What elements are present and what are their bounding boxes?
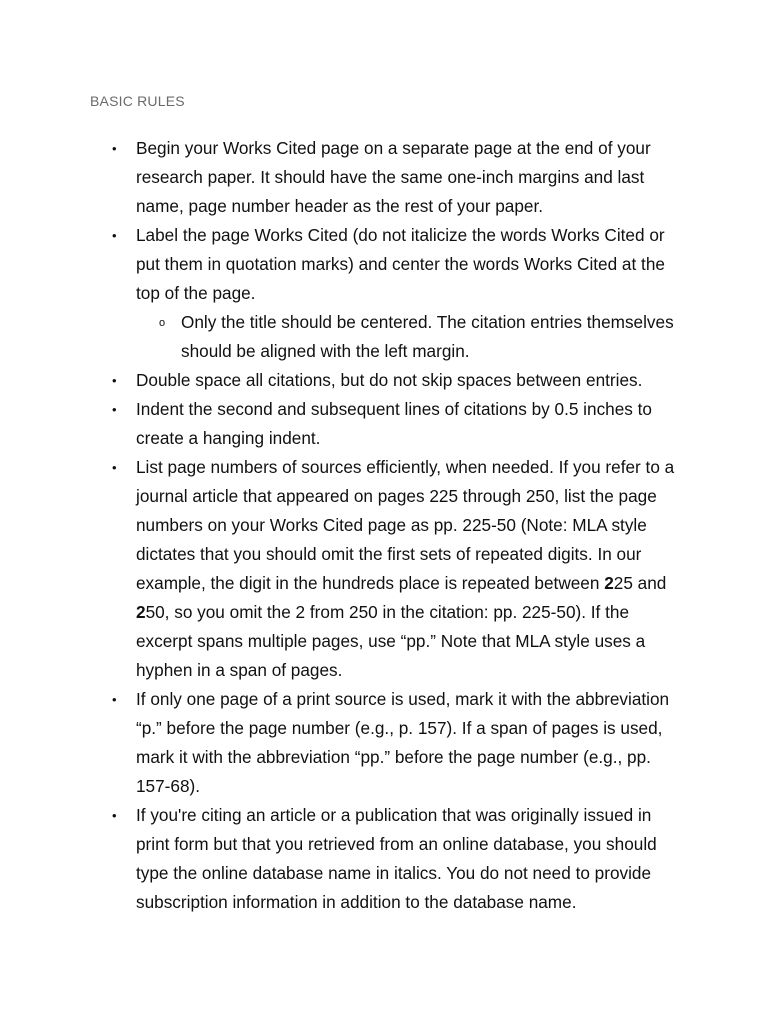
rule-item [112,453,684,685]
rule-text-part: 25 and [613,573,667,593]
sub-rule-item [159,308,684,366]
rule-text: Indent the second and subsequent lines of citations by 0.5 inches to create a hanging indent. [136,399,652,448]
bullet-icon: • [112,228,117,243]
bullet-icon: • [112,460,117,475]
rule-text-bold: 2 [136,602,146,622]
rule-text-bold: 2 [604,573,614,593]
section-heading: BASIC RULES [90,93,185,109]
rule-text: If only one page of a print source is used, mark it with the abbreviation “p.” before the page number (e.g., p. 157). If a span of pages is used, mark it with the abbreviation “pp.” before the page number (e.g., pp. 157-68). [136,689,670,796]
rules-list [112,134,684,917]
rule-text: Double space all citations, but do not skip spaces between entries. [136,370,643,390]
bullet-icon: • [112,808,117,823]
rule-item [112,221,684,366]
circle-bullet-icon: o [159,317,166,329]
rule-item [112,685,684,801]
rule-text-part: List page numbers of sources efficiently, when needed. If you refer to a journal article that appeared on pages 225 through 250, list the page numbers on your Works Cited page as pp. 225-50 (Note: MLA style dictates that you should omit the first sets of repeated digits. In our example, the digit in the hundreds place is repeated between [136,457,675,593]
bullet-icon: • [112,692,117,707]
rule-text-part: 50, so you omit the 2 from 250 in the citation: pp. 225-50). If the excerpt spans multiple pages, use “pp.” Note that MLA style uses a hyphen in a span of pages. [136,602,646,680]
rule-item [112,395,684,453]
bullet-icon: • [112,141,117,156]
rule-item [112,801,684,917]
bullet-icon: • [112,402,117,417]
sub-rule-text: Only the title should be centered. The citation entries themselves should be aligned with the left margin. [181,312,674,361]
rule-text: If you're citing an article or a publication that was originally issued in print form but that you retrieved from an online database, you should type the online database name in italics. You do not need to provide subscription information in addition to the database name. [136,805,657,912]
bullet-icon: • [112,373,117,388]
rule-item [112,366,684,395]
rule-text: Begin your Works Cited page on a separate page at the end of your research paper. It should have the same one-inch margins and last name, page number header as the rest of your paper. [136,138,651,216]
rule-item [112,134,684,221]
sub-rules-list [136,308,684,366]
rule-text: Label the page Works Cited (do not italicize the words Works Cited or put them in quotation marks) and center the words Works Cited at the top of the page. [136,225,665,303]
